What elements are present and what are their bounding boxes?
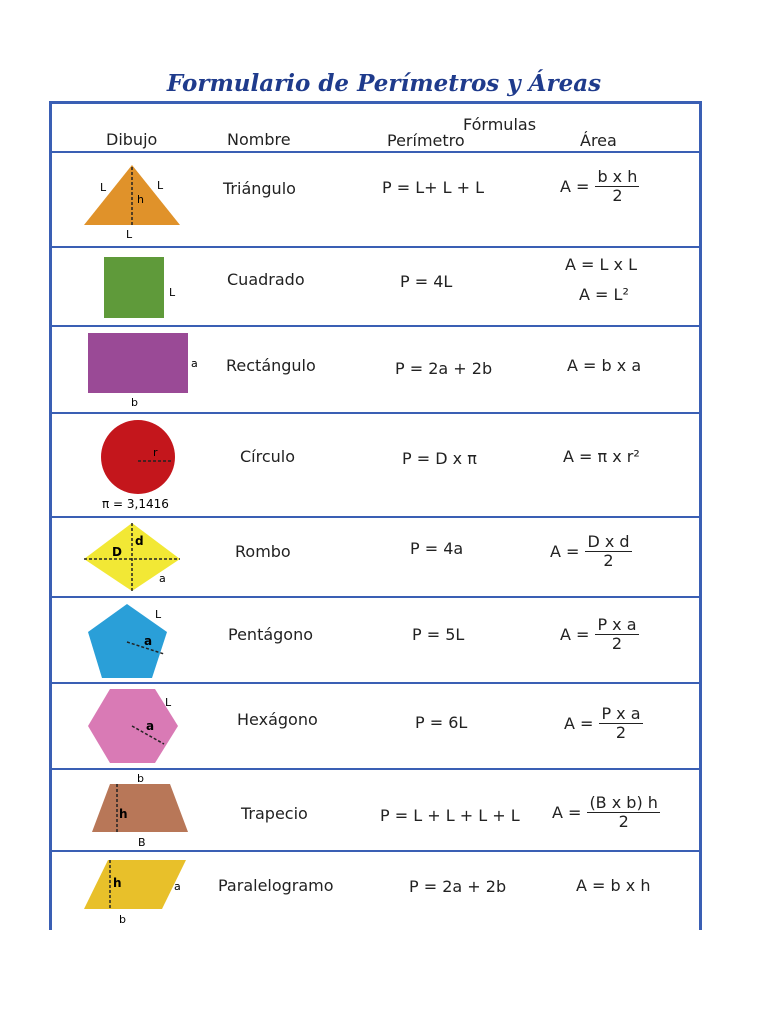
svg-text:a: a (159, 572, 166, 585)
svg-text:π = 3,1416: π = 3,1416 (102, 497, 169, 511)
table-row (52, 414, 696, 516)
area-formula: A = π x r² (563, 447, 640, 466)
svg-text:h: h (113, 876, 122, 890)
shape-name: Cuadrado (227, 270, 305, 289)
shape-name: Rombo (235, 542, 291, 561)
perimeter-formula: P = L+ L + L (382, 178, 485, 197)
shape-name: Trapecio (241, 804, 308, 823)
svg-text:a: a (174, 880, 181, 893)
svg-text:r: r (153, 446, 158, 459)
area-formula: A = L x L (565, 255, 637, 274)
svg-text:L: L (126, 228, 133, 241)
parallelogram-figure (52, 852, 202, 927)
svg-text:h: h (137, 193, 144, 206)
shape-name: Triángulo (223, 179, 296, 198)
svg-text:b: b (137, 772, 144, 785)
perimeter-formula: P = 4a (410, 539, 464, 558)
table-row (52, 518, 696, 596)
table-row (52, 327, 696, 412)
area-formula: A = b x h (576, 876, 651, 895)
svg-text:b: b (131, 396, 138, 409)
svg-text:L: L (100, 181, 107, 194)
header-nombre: Nombre (227, 130, 291, 149)
table-row (52, 248, 696, 325)
hexagon-figure (52, 684, 202, 768)
pentagon-figure (52, 598, 202, 682)
circle-figure (52, 414, 202, 516)
svg-text:h: h (119, 807, 128, 821)
table-row (52, 598, 696, 682)
perimeter-formula: P = D x π (402, 449, 477, 468)
area-formula: A = $\frac{\text{P x a}}{2}$ (560, 615, 637, 653)
area-formula-alt: A = L² (579, 285, 629, 304)
shape-name: Hexágono (237, 710, 318, 729)
table-row (52, 852, 696, 927)
svg-text:a: a (144, 634, 153, 648)
header-perimetro: Perímetro (387, 131, 465, 150)
perimeter-formula: P = L + L + L + L (380, 806, 520, 825)
svg-text:a: a (146, 719, 155, 733)
shape-name: Círculo (240, 447, 296, 466)
rectangle-figure (52, 327, 202, 412)
perimeter-formula: P = 6L (415, 713, 468, 732)
svg-text:L: L (169, 286, 176, 299)
page-title: Formulario de Perímetros y Áreas (166, 70, 602, 97)
perimeter-formula: P = 2a + 2b (395, 359, 493, 378)
svg-text:B: B (138, 836, 146, 849)
table-row (52, 770, 696, 850)
area-formula: A = $\frac{\text{P x a}}{2}$ (564, 704, 641, 742)
table-row (52, 684, 696, 768)
svg-text:a: a (191, 357, 198, 370)
area-formula: A = $\frac{\text{b x h}}{2}$ (560, 167, 638, 205)
area-formula: A = $\frac{\text{D x d}}{2}$ (550, 532, 630, 570)
rhombus-figure (52, 518, 202, 596)
svg-text:L: L (155, 608, 162, 621)
table-row (52, 153, 696, 246)
triangle-figure (52, 153, 202, 246)
shape-name: Rectángulo (226, 356, 316, 375)
svg-text:b: b (119, 913, 126, 926)
square-figure (52, 248, 202, 325)
header-area: Área (580, 131, 617, 150)
area-formula: A = $\frac{\text{(B x b) h}}{2}$ (552, 793, 658, 831)
svg-text:D: D (112, 545, 122, 559)
perimeter-formula: P = 2a + 2b (409, 877, 507, 896)
trapezoid-figure (52, 770, 202, 850)
perimeter-formula: P = 5L (412, 625, 465, 644)
svg-text:d: d (135, 534, 144, 548)
shape-name: Pentágono (228, 625, 314, 644)
svg-text:L: L (157, 179, 164, 192)
header-dibujo: Dibujo (106, 130, 158, 149)
header-formulas: Fórmulas (463, 115, 537, 134)
shape-name: Paralelogramo (218, 876, 334, 895)
perimeter-formula: P = 4L (400, 272, 453, 291)
area-formula: A = b x a (567, 356, 642, 375)
svg-text:L: L (165, 696, 172, 709)
